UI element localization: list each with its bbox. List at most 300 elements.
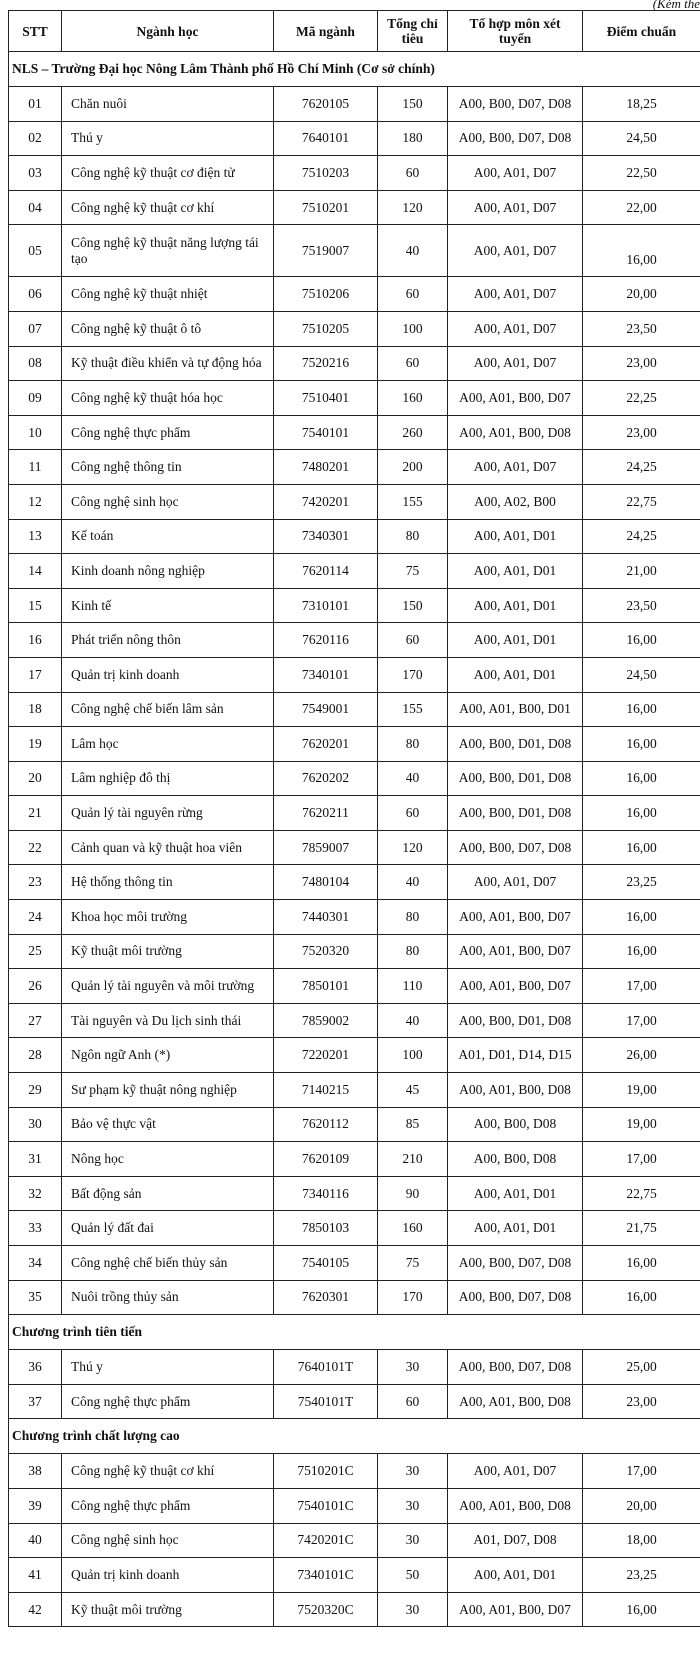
cell-combos: A00, B00, D01, D08 (448, 727, 583, 762)
cell-code: 7620211 (274, 796, 378, 831)
table-row (9, 311, 700, 346)
table-row (9, 1003, 700, 1038)
cell-stt: 04 (9, 190, 62, 225)
header-code: Mã ngành (274, 11, 378, 52)
table-row (9, 1523, 700, 1558)
cell-quota: 100 (378, 311, 448, 346)
cell-score: 22,00 (583, 190, 700, 225)
table-header-row (9, 11, 700, 52)
cell-code: 7540101 (274, 415, 378, 450)
cell-stt: 32 (9, 1176, 62, 1211)
cell-major: Tài nguyên và Du lịch sinh thái (62, 1003, 274, 1038)
cell-quota: 180 (378, 121, 448, 156)
cell-combos: A00, B00, D07, D08 (448, 1280, 583, 1315)
cell-score: 22,75 (583, 1176, 700, 1211)
cell-score: 17,00 (583, 1003, 700, 1038)
cell-major: Công nghệ kỹ thuật cơ điện tử (62, 156, 274, 191)
cell-code: 7340101C (274, 1558, 378, 1593)
cell-stt: 02 (9, 121, 62, 156)
cell-combos: A00, A01, B00, D07 (448, 934, 583, 969)
cell-combos: A00, A01, D01 (448, 554, 583, 589)
cell-major: Cảnh quan và kỹ thuật hoa viên (62, 830, 274, 865)
cell-combos: A01, D07, D08 (448, 1523, 583, 1558)
cell-quota: 60 (378, 1384, 448, 1419)
cell-score: 17,00 (583, 969, 700, 1004)
cell-major: Nuôi trồng thủy sản (62, 1280, 274, 1315)
cell-quota: 30 (378, 1488, 448, 1523)
cell-quota: 160 (378, 1211, 448, 1246)
section-title: Chương trình tiên tiến (9, 1315, 700, 1350)
cell-code: 7420201 (274, 484, 378, 519)
cell-combos: A00, A01, D01 (448, 1176, 583, 1211)
cell-quota: 210 (378, 1142, 448, 1177)
cell-major: Quản lý tài nguyên và môi trường (62, 969, 274, 1004)
table-row (9, 1246, 700, 1281)
cell-score: 21,00 (583, 554, 700, 589)
cell-major: Công nghệ kỹ thuật năng lượng tái tạo (62, 225, 274, 277)
cell-quota: 170 (378, 1280, 448, 1315)
cell-combos: A00, B00, D07, D08 (448, 87, 583, 122)
header-quota: Tổng chỉ tiêu (378, 11, 448, 52)
table-row (9, 87, 700, 122)
header-stt: STT (9, 11, 62, 52)
cell-combos: A00, B00, D07, D08 (448, 1246, 583, 1281)
cell-stt: 06 (9, 277, 62, 312)
cell-quota: 60 (378, 156, 448, 191)
cell-score: 24,25 (583, 519, 700, 554)
table-row (9, 934, 700, 969)
cell-code: 7480104 (274, 865, 378, 900)
cell-major: Bảo vệ thực vật (62, 1107, 274, 1142)
table-row (9, 484, 700, 519)
cell-major: Công nghệ kỹ thuật cơ khí (62, 190, 274, 225)
cell-code: 7510201C (274, 1454, 378, 1489)
cell-combos: A00, A01, D01 (448, 519, 583, 554)
cell-combos: A00, B00, D07, D08 (448, 830, 583, 865)
cell-code: 7519007 (274, 225, 378, 277)
cell-major: Thú y (62, 1350, 274, 1385)
table-row (9, 156, 700, 191)
cell-quota: 200 (378, 450, 448, 485)
cell-major: Quản trị kinh doanh (62, 1558, 274, 1593)
cell-major: Công nghệ kỹ thuật ô tô (62, 311, 274, 346)
cell-score: 23,00 (583, 1384, 700, 1419)
cell-quota: 30 (378, 1454, 448, 1489)
cell-score: 24,50 (583, 121, 700, 156)
cell-quota: 40 (378, 865, 448, 900)
cell-quota: 40 (378, 761, 448, 796)
cell-combos: A00, B00, D01, D08 (448, 761, 583, 796)
cell-stt: 16 (9, 623, 62, 658)
cell-stt: 21 (9, 796, 62, 831)
cell-code: 7620202 (274, 761, 378, 796)
section-row (9, 1315, 700, 1350)
cell-stt: 20 (9, 761, 62, 796)
cell-stt: 01 (9, 87, 62, 122)
cell-major: Kinh tế (62, 588, 274, 623)
cell-major: Công nghệ kỹ thuật hóa học (62, 381, 274, 416)
table-row (9, 1384, 700, 1419)
cell-stt: 13 (9, 519, 62, 554)
cell-combos: A00, B00, D08 (448, 1142, 583, 1177)
cell-stt: 22 (9, 830, 62, 865)
cell-score: 21,75 (583, 1211, 700, 1246)
cell-major: Lâm học (62, 727, 274, 762)
cell-score: 19,00 (583, 1073, 700, 1108)
cell-major: Kỹ thuật môi trường (62, 934, 274, 969)
cell-score: 16,00 (583, 1280, 700, 1315)
table-row (9, 381, 700, 416)
table-row (9, 415, 700, 450)
cell-stt: 36 (9, 1350, 62, 1385)
cell-code: 7620116 (274, 623, 378, 658)
cell-score: 23,50 (583, 588, 700, 623)
table-row (9, 761, 700, 796)
cell-combos: A00, A01, D07 (448, 865, 583, 900)
cell-combos: A00, A01, D07 (448, 277, 583, 312)
table-row (9, 830, 700, 865)
cell-quota: 85 (378, 1107, 448, 1142)
cell-combos: A01, D01, D14, D15 (448, 1038, 583, 1073)
cell-stt: 11 (9, 450, 62, 485)
cell-combos: A00, A01, D01 (448, 588, 583, 623)
attachment-note: (Kèm the (652, 0, 700, 11)
cell-combos: A00, A01, D07 (448, 1454, 583, 1489)
header-major: Ngành học (62, 11, 274, 52)
cell-code: 7850101 (274, 969, 378, 1004)
table-row (9, 225, 700, 277)
cell-stt: 35 (9, 1280, 62, 1315)
cell-major: Phát triển nông thôn (62, 623, 274, 658)
cell-stt: 27 (9, 1003, 62, 1038)
cell-quota: 45 (378, 1073, 448, 1108)
cell-quota: 120 (378, 190, 448, 225)
cell-score: 23,00 (583, 415, 700, 450)
cell-code: 7340101 (274, 657, 378, 692)
cell-code: 7850103 (274, 1211, 378, 1246)
cell-code: 7620112 (274, 1107, 378, 1142)
table-row (9, 1142, 700, 1177)
cell-quota: 30 (378, 1523, 448, 1558)
cell-quota: 75 (378, 1246, 448, 1281)
cell-stt: 19 (9, 727, 62, 762)
cell-combos: A00, A02, B00 (448, 484, 583, 519)
cell-quota: 80 (378, 519, 448, 554)
table-row (9, 1038, 700, 1073)
cell-score: 25,00 (583, 1350, 700, 1385)
cell-code: 7310101 (274, 588, 378, 623)
cell-combos: A00, A01, D01 (448, 1211, 583, 1246)
cell-stt: 10 (9, 415, 62, 450)
cell-code: 7620201 (274, 727, 378, 762)
cell-stt: 40 (9, 1523, 62, 1558)
cell-code: 7859002 (274, 1003, 378, 1038)
cell-code: 7510206 (274, 277, 378, 312)
table-row (9, 450, 700, 485)
cell-combos: A00, A01, D01 (448, 657, 583, 692)
cell-combos: A00, B00, D07, D08 (448, 121, 583, 156)
cell-major: Công nghệ thực phẩm (62, 1384, 274, 1419)
cell-quota: 170 (378, 657, 448, 692)
table-row (9, 1107, 700, 1142)
cell-combos: A00, A01, D07 (448, 311, 583, 346)
cell-major: Quản lý đất đai (62, 1211, 274, 1246)
cell-major: Công nghệ thông tin (62, 450, 274, 485)
cell-score: 20,00 (583, 1488, 700, 1523)
cell-code: 7340301 (274, 519, 378, 554)
cell-combos: A00, A01, B00, D07 (448, 381, 583, 416)
cell-combos: A00, A01, D01 (448, 1558, 583, 1593)
cell-major: Công nghệ kỹ thuật nhiệt (62, 277, 274, 312)
cell-stt: 26 (9, 969, 62, 1004)
cell-quota: 30 (378, 1592, 448, 1627)
cell-score: 26,00 (583, 1038, 700, 1073)
cell-combos: A00, A01, B00, D07 (448, 900, 583, 935)
cell-code: 7480201 (274, 450, 378, 485)
cell-code: 7510203 (274, 156, 378, 191)
table-row (9, 865, 700, 900)
cell-combos: A00, A01, B00, D08 (448, 1488, 583, 1523)
table-row (9, 692, 700, 727)
table-row (9, 900, 700, 935)
cell-stt: 12 (9, 484, 62, 519)
table-row (9, 623, 700, 658)
cell-quota: 30 (378, 1350, 448, 1385)
cell-quota: 80 (378, 900, 448, 935)
table-row (9, 1350, 700, 1385)
cell-stt: 29 (9, 1073, 62, 1108)
section-row (9, 1419, 700, 1454)
cell-score: 19,00 (583, 1107, 700, 1142)
cell-stt: 31 (9, 1142, 62, 1177)
table-row (9, 1558, 700, 1593)
cell-stt: 15 (9, 588, 62, 623)
cell-code: 7620301 (274, 1280, 378, 1315)
cell-stt: 07 (9, 311, 62, 346)
cell-code: 7520320C (274, 1592, 378, 1627)
cell-code: 7140215 (274, 1073, 378, 1108)
cell-major: Công nghệ sinh học (62, 484, 274, 519)
cell-score: 23,25 (583, 865, 700, 900)
cell-major: Kế toán (62, 519, 274, 554)
cell-major: Hệ thống thông tin (62, 865, 274, 900)
cell-combos: A00, A01, B00, D08 (448, 415, 583, 450)
cell-score: 16,00 (583, 692, 700, 727)
header-score: Điểm chuẩn (583, 11, 700, 52)
cell-score: 16,00 (583, 727, 700, 762)
cell-code: 7640101 (274, 121, 378, 156)
cell-stt: 28 (9, 1038, 62, 1073)
cell-score: 16,00 (583, 1246, 700, 1281)
cell-score: 22,25 (583, 381, 700, 416)
cell-score: 16,00 (583, 796, 700, 831)
table-row (9, 554, 700, 589)
cell-quota: 60 (378, 346, 448, 381)
cell-combos: A00, A01, D01 (448, 623, 583, 658)
cell-combos: A00, A01, B00, D07 (448, 1592, 583, 1627)
cell-score: 22,50 (583, 156, 700, 191)
table-row (9, 1211, 700, 1246)
table-row (9, 727, 700, 762)
cell-combos: A00, A01, D07 (448, 346, 583, 381)
cell-major: Nông học (62, 1142, 274, 1177)
cell-quota: 40 (378, 225, 448, 277)
cell-code: 7549001 (274, 692, 378, 727)
cell-major: Thú y (62, 121, 274, 156)
cell-code: 7520216 (274, 346, 378, 381)
cell-code: 7220201 (274, 1038, 378, 1073)
cell-score: 16,00 (583, 761, 700, 796)
cell-code: 7859007 (274, 830, 378, 865)
cell-stt: 14 (9, 554, 62, 589)
table-row (9, 1176, 700, 1211)
table-row (9, 1454, 700, 1489)
section-row (9, 52, 700, 87)
cell-stt: 34 (9, 1246, 62, 1281)
cell-quota: 260 (378, 415, 448, 450)
cell-stt: 38 (9, 1454, 62, 1489)
cell-combos: A00, B00, D07, D08 (448, 1350, 583, 1385)
cell-stt: 05 (9, 225, 62, 277)
cell-major: Công nghệ kỹ thuật cơ khí (62, 1454, 274, 1489)
table-row (9, 588, 700, 623)
cell-score: 22,75 (583, 484, 700, 519)
table-row (9, 277, 700, 312)
admission-scores-table (8, 10, 700, 1627)
cell-stt: 39 (9, 1488, 62, 1523)
cell-major: Kỹ thuật môi trường (62, 1592, 274, 1627)
cell-stt: 25 (9, 934, 62, 969)
cell-score: 16,00 (583, 1592, 700, 1627)
cell-combos: A00, B00, D01, D08 (448, 796, 583, 831)
cell-combos: A00, A01, B00, D08 (448, 1073, 583, 1108)
cell-stt: 17 (9, 657, 62, 692)
cell-quota: 150 (378, 87, 448, 122)
cell-stt: 03 (9, 156, 62, 191)
cell-stt: 37 (9, 1384, 62, 1419)
cell-quota: 120 (378, 830, 448, 865)
cell-stt: 24 (9, 900, 62, 935)
cell-major: Quản lý tài nguyên rừng (62, 796, 274, 831)
cell-stt: 42 (9, 1592, 62, 1627)
cell-quota: 155 (378, 484, 448, 519)
cell-combos: A00, A01, D07 (448, 450, 583, 485)
cell-code: 7640101T (274, 1350, 378, 1385)
cell-major: Sư phạm kỹ thuật nông nghiệp (62, 1073, 274, 1108)
section-title: NLS – Trường Đại học Nông Lâm Thành phố Hồ Chí Minh (Cơ sở chính) (9, 52, 700, 87)
cell-major: Công nghệ thực phẩm (62, 415, 274, 450)
table-row (9, 657, 700, 692)
cell-major: Lâm nghiệp đô thị (62, 761, 274, 796)
cell-major: Công nghệ thực phẩm (62, 1488, 274, 1523)
cell-code: 7510401 (274, 381, 378, 416)
cell-score: 17,00 (583, 1142, 700, 1177)
table-row (9, 969, 700, 1004)
cell-combos: A00, B00, D01, D08 (448, 1003, 583, 1038)
cell-score: 23,50 (583, 311, 700, 346)
cell-code: 7420201C (274, 1523, 378, 1558)
cell-quota: 155 (378, 692, 448, 727)
cell-code: 7520320 (274, 934, 378, 969)
cell-quota: 80 (378, 934, 448, 969)
cell-stt: 41 (9, 1558, 62, 1593)
section-title: Chương trình chất lượng cao (9, 1419, 700, 1454)
cell-code: 7440301 (274, 900, 378, 935)
cell-major: Ngôn ngữ Anh (*) (62, 1038, 274, 1073)
cell-combos: A00, A01, B00, D07 (448, 969, 583, 1004)
cell-stt: 18 (9, 692, 62, 727)
cell-combos: A00, A01, D07 (448, 225, 583, 277)
cell-quota: 160 (378, 381, 448, 416)
cell-major: Công nghệ sinh học (62, 1523, 274, 1558)
cell-code: 7510205 (274, 311, 378, 346)
cell-stt: 23 (9, 865, 62, 900)
cell-major: Chăn nuôi (62, 87, 274, 122)
cell-code: 7620105 (274, 87, 378, 122)
cell-score: 16,00 (583, 225, 700, 277)
cell-combos: A00, A01, B00, D08 (448, 1384, 583, 1419)
table-body (9, 52, 700, 1627)
table-row (9, 1592, 700, 1627)
cell-score: 18,00 (583, 1523, 700, 1558)
cell-quota: 80 (378, 727, 448, 762)
table-row (9, 1073, 700, 1108)
table-row (9, 519, 700, 554)
cell-score: 17,00 (583, 1454, 700, 1489)
cell-quota: 50 (378, 1558, 448, 1593)
table-row (9, 121, 700, 156)
header-combos: Tổ hợp môn xét tuyển (448, 11, 583, 52)
cell-major: Bất động sản (62, 1176, 274, 1211)
cell-stt: 33 (9, 1211, 62, 1246)
cell-code: 7620114 (274, 554, 378, 589)
cell-major: Kỹ thuật điều khiển và tự động hóa (62, 346, 274, 381)
cell-quota: 75 (378, 554, 448, 589)
table-row (9, 1488, 700, 1523)
cell-score: 24,25 (583, 450, 700, 485)
cell-score: 23,25 (583, 1558, 700, 1593)
cell-score: 18,25 (583, 87, 700, 122)
cell-code: 7620109 (274, 1142, 378, 1177)
cell-quota: 150 (378, 588, 448, 623)
cell-stt: 08 (9, 346, 62, 381)
cell-stt: 09 (9, 381, 62, 416)
cell-code: 7340116 (274, 1176, 378, 1211)
cell-quota: 60 (378, 277, 448, 312)
cell-combos: A00, A01, D07 (448, 156, 583, 191)
cell-major: Công nghệ chế biến thủy sản (62, 1246, 274, 1281)
cell-code: 7510201 (274, 190, 378, 225)
cell-quota: 90 (378, 1176, 448, 1211)
cell-major: Khoa học môi trường (62, 900, 274, 935)
cell-quota: 100 (378, 1038, 448, 1073)
cell-score: 16,00 (583, 900, 700, 935)
cell-major: Kinh doanh nông nghiệp (62, 554, 274, 589)
cell-combos: A00, B00, D08 (448, 1107, 583, 1142)
cell-score: 16,00 (583, 623, 700, 658)
table-row (9, 346, 700, 381)
cell-quota: 110 (378, 969, 448, 1004)
cell-code: 7540105 (274, 1246, 378, 1281)
cell-score: 16,00 (583, 934, 700, 969)
cell-score: 16,00 (583, 830, 700, 865)
cell-quota: 60 (378, 623, 448, 658)
cell-code: 7540101C (274, 1488, 378, 1523)
cell-combos: A00, A01, D07 (448, 190, 583, 225)
cell-code: 7540101T (274, 1384, 378, 1419)
cell-stt: 30 (9, 1107, 62, 1142)
cell-score: 24,50 (583, 657, 700, 692)
